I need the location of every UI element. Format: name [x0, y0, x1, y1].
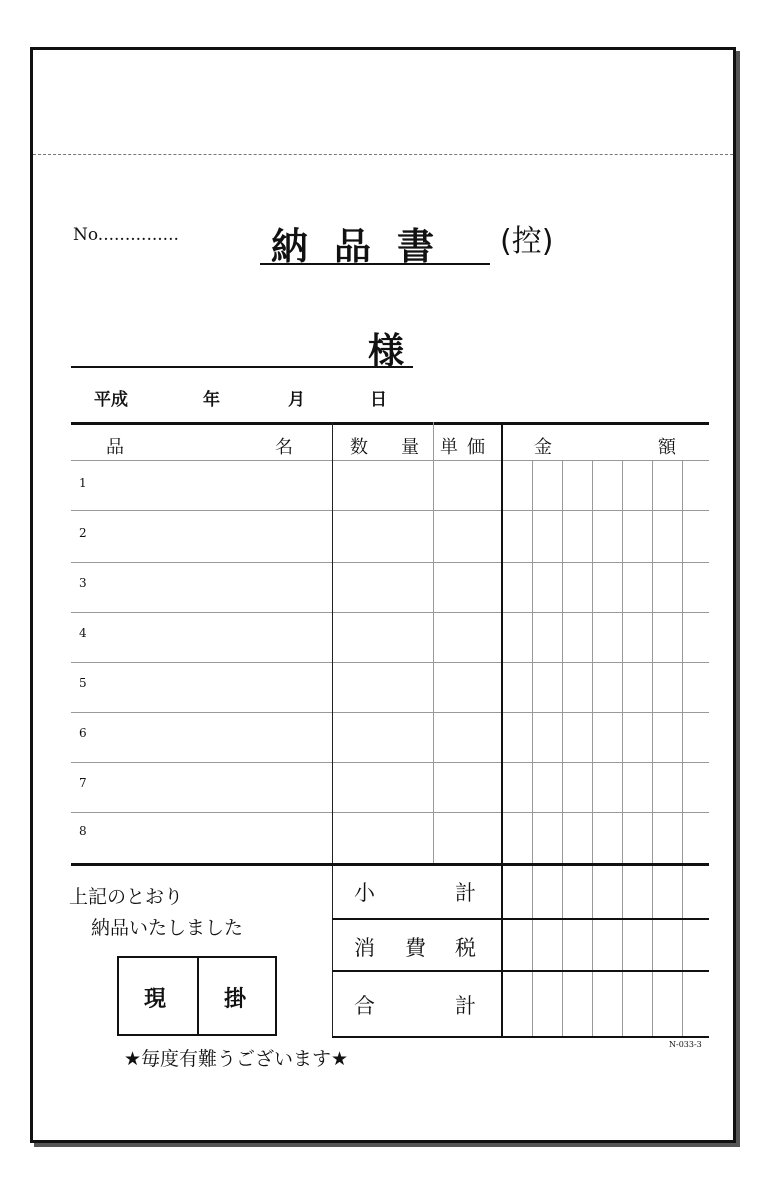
subtotal-label-a: 小 [354, 881, 375, 905]
form-code: N-033-3 [669, 1040, 702, 1049]
row-number: 1 [79, 476, 87, 490]
row-number: 6 [79, 726, 87, 740]
tax-label-a: 消 [354, 936, 375, 960]
delivery-note-line1: 上記のとおり [69, 886, 184, 908]
table-top-border [71, 422, 709, 425]
total-label-b: 計 [455, 994, 476, 1018]
col-divider-qty [433, 422, 434, 863]
summary-divider [332, 918, 709, 920]
payment-credit-option[interactable]: 掛 [224, 987, 247, 1012]
amount-digit-line [562, 460, 563, 1037]
amount-digit-line [622, 460, 623, 1037]
delivery-note-line2: 納品いたしました [91, 917, 244, 939]
table-row [71, 762, 709, 763]
col-divider-price [501, 422, 503, 1037]
title-suffix: (控) [500, 224, 554, 259]
amount-digit-line [532, 460, 533, 1037]
summary-bottom-border [332, 1036, 709, 1038]
table-row [71, 612, 709, 613]
slip-number-field[interactable] [73, 225, 179, 245]
tax-label-c: 税 [455, 936, 476, 960]
total-label-a: 合 [354, 994, 375, 1018]
row-number: 2 [79, 526, 87, 540]
col-divider-item [332, 422, 333, 1037]
date-year: 年 [203, 390, 220, 410]
perforation-line [33, 154, 733, 155]
col-item-label-a: 品 [106, 437, 124, 458]
title-underline [260, 263, 490, 265]
thanks-message: ★毎度有難うございます★ [124, 1048, 349, 1070]
row-number: 3 [79, 576, 87, 590]
subtotal-label-b: 計 [455, 881, 476, 905]
row-number: 4 [79, 626, 87, 640]
col-price-label-a: 単 [440, 437, 458, 458]
summary-divider [332, 970, 709, 972]
col-qty-label-b: 量 [401, 437, 419, 458]
summary-top-border [71, 863, 709, 866]
table-row [71, 562, 709, 563]
delivery-slip-form [30, 47, 736, 1143]
customer-suffix: 様 [368, 331, 405, 372]
table-row [71, 712, 709, 713]
table-row [71, 812, 709, 813]
date-day: 日 [370, 390, 387, 410]
amount-digit-line [682, 460, 683, 1037]
customer-name-line[interactable] [71, 366, 413, 368]
row-number: 7 [79, 776, 87, 790]
table-row [71, 662, 709, 663]
amount-digit-line [592, 460, 593, 1037]
slip-number-dots: .............. [103, 225, 179, 245]
date-month: 月 [288, 390, 305, 410]
date-era: 平成 [94, 390, 128, 410]
col-amount-label-a: 金 [534, 437, 552, 458]
payment-type-divider [197, 956, 199, 1036]
col-price-label-b: 価 [467, 437, 485, 458]
row-number: 8 [79, 824, 87, 838]
slip-number-label: No. [73, 225, 104, 245]
page-title: 納品書 [271, 225, 460, 268]
table-header-divider [71, 460, 709, 461]
col-qty-label-a: 数 [350, 437, 368, 458]
row-number: 5 [79, 676, 87, 690]
amount-digit-line [652, 460, 653, 1037]
table-row [71, 510, 709, 511]
col-item-label-b: 名 [275, 437, 293, 458]
col-amount-label-b: 額 [658, 437, 676, 458]
payment-cash-option[interactable]: 現 [144, 987, 167, 1012]
tax-label-b: 費 [405, 936, 426, 960]
